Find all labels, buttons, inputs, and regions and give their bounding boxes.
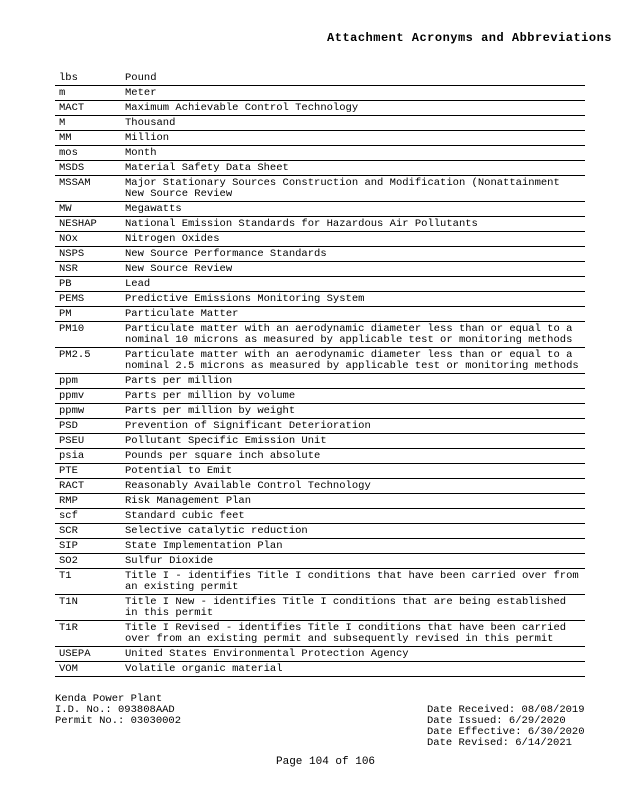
- abbreviation-definition: Pollutant Specific Emission Unit: [121, 434, 585, 449]
- page-number: Page 104 of 106: [276, 756, 376, 768]
- table-row: [55, 71, 585, 86]
- abbreviation-definition: Standard cubic feet: [121, 509, 585, 524]
- abbreviation-definition: Lead: [121, 277, 585, 292]
- date-effective: Date Effective: 6/30/2020: [427, 726, 585, 738]
- table-row: [55, 176, 585, 202]
- abbreviation-definition: Selective catalytic reduction: [121, 524, 585, 539]
- abbreviation-definition: Pound: [121, 71, 585, 86]
- abbreviation-term: SIP: [55, 539, 121, 554]
- table-row: [55, 524, 585, 539]
- abbreviation-term: NOx: [55, 232, 121, 247]
- abbreviation-definition: Month: [121, 146, 585, 161]
- abbreviation-term: PM: [55, 307, 121, 322]
- table-row: [55, 322, 585, 348]
- abbreviation-definition: Parts per million by volume: [121, 389, 585, 404]
- abbreviation-definition: Title I - identifies Title I conditions that have been carried over from an existing permit: [121, 569, 585, 595]
- abbreviation-definition: New Source Review: [121, 262, 585, 277]
- abbreviation-term: SO2: [55, 554, 121, 569]
- abbreviation-term: m: [55, 86, 121, 101]
- abbreviation-definition: Reasonably Available Control Technology: [121, 479, 585, 494]
- date-received: Date Received: 08/08/2019: [427, 704, 585, 716]
- abbreviation-definition: Risk Management Plan: [121, 494, 585, 509]
- table-row: [55, 161, 585, 176]
- abbreviation-term: NSR: [55, 262, 121, 277]
- table-row: [55, 202, 585, 217]
- abbreviation-term: PSD: [55, 419, 121, 434]
- table-row: [55, 277, 585, 292]
- abbreviation-definition: Title I Revised - identifies Title I conditions that have been carried over from an existing permit and subsequently revised in this permit: [121, 621, 585, 647]
- abbreviation-term: lbs: [55, 71, 121, 86]
- date-issued: Date Issued: 6/29/2020: [427, 715, 566, 727]
- table-row: [55, 146, 585, 161]
- facility-name: Kenda Power Plant: [55, 693, 163, 705]
- table-row: [55, 434, 585, 449]
- abbreviation-definition: Parts per million: [121, 374, 585, 389]
- table-row: [55, 662, 585, 677]
- table-row: [55, 217, 585, 232]
- abbreviation-definition: Million: [121, 131, 585, 146]
- abbreviation-definition: Particulate matter with an aerodynamic diameter less than or equal to a nominal 10 microns as measured by applicable test or monitoring methods: [121, 322, 585, 348]
- table-row: [55, 569, 585, 595]
- abbreviation-definition: Material Safety Data Sheet: [121, 161, 585, 176]
- abbreviations-table: [55, 71, 585, 677]
- abbreviation-definition: Particulate Matter: [121, 307, 585, 322]
- abbreviation-definition: Predictive Emissions Monitoring System: [121, 292, 585, 307]
- abbreviation-definition: Pounds per square inch absolute: [121, 449, 585, 464]
- abbreviation-term: MSSAM: [55, 176, 121, 202]
- abbreviation-term: T1R: [55, 621, 121, 647]
- table-row: [55, 101, 585, 116]
- abbreviation-definition: Parts per million by weight: [121, 404, 585, 419]
- table-row: [55, 262, 585, 277]
- abbreviation-definition: State Implementation Plan: [121, 539, 585, 554]
- table-row: [55, 479, 585, 494]
- id-number: I.D. No.: 093808AAD: [55, 704, 175, 716]
- abbreviation-definition: Megawatts: [121, 202, 585, 217]
- abbreviation-definition: National Emission Standards for Hazardous Air Pollutants: [121, 217, 585, 232]
- table-row: [55, 389, 585, 404]
- abbreviation-term: PM2.5: [55, 348, 121, 374]
- abbreviation-term: PSEU: [55, 434, 121, 449]
- table-row: [55, 348, 585, 374]
- table-row: [55, 464, 585, 479]
- abbreviation-term: scf: [55, 509, 121, 524]
- abbreviation-term: ppmv: [55, 389, 121, 404]
- abbreviation-definition: Potential to Emit: [121, 464, 585, 479]
- table-row: [55, 539, 585, 554]
- abbreviation-definition: Sulfur Dioxide: [121, 554, 585, 569]
- abbreviation-definition: Volatile organic material: [121, 662, 585, 677]
- abbreviation-term: T1N: [55, 595, 121, 621]
- abbreviation-definition: Title I New - identifies Title I conditions that are being established in this permit: [121, 595, 585, 621]
- abbreviation-definition: Meter: [121, 86, 585, 101]
- table-row: [55, 307, 585, 322]
- abbreviation-term: NESHAP: [55, 217, 121, 232]
- table-row: [55, 131, 585, 146]
- page-header-title: Attachment Acronyms and Abbreviations: [327, 31, 612, 45]
- abbreviation-term: RACT: [55, 479, 121, 494]
- table-row: [55, 621, 585, 647]
- table-row: [55, 292, 585, 307]
- abbreviation-definition: New Source Performance Standards: [121, 247, 585, 262]
- abbreviation-term: psia: [55, 449, 121, 464]
- date-revised: Date Revised: 6/14/2021: [427, 737, 572, 749]
- abbreviation-term: USEPA: [55, 647, 121, 662]
- table-row: [55, 449, 585, 464]
- abbreviation-definition: Prevention of Significant Deterioration: [121, 419, 585, 434]
- permit-dates: [427, 705, 585, 749]
- table-row: [55, 247, 585, 262]
- abbreviation-term: RMP: [55, 494, 121, 509]
- table-row: [55, 419, 585, 434]
- abbreviation-term: ppm: [55, 374, 121, 389]
- abbreviation-term: VOM: [55, 662, 121, 677]
- table-row: [55, 595, 585, 621]
- abbreviation-term: MSDS: [55, 161, 121, 176]
- table-row: [55, 509, 585, 524]
- table-row: [55, 554, 585, 569]
- table-row: [55, 116, 585, 131]
- permit-number: Permit No.: 03030002: [55, 715, 182, 727]
- abbreviation-term: mos: [55, 146, 121, 161]
- abbreviation-definition: United States Environmental Protection Agency: [121, 647, 585, 662]
- abbreviation-definition: Maximum Achievable Control Technology: [121, 101, 585, 116]
- abbreviation-term: ppmw: [55, 404, 121, 419]
- abbreviation-definition: Thousand: [121, 116, 585, 131]
- abbreviation-definition: Particulate matter with an aerodynamic diameter less than or equal to a nominal 2.5 microns as measured by applicable test or monitoring methods: [121, 348, 585, 374]
- table-row: [55, 647, 585, 662]
- table-row: [55, 404, 585, 419]
- abbreviation-term: PEMS: [55, 292, 121, 307]
- table-row: [55, 86, 585, 101]
- abbreviation-term: M: [55, 116, 121, 131]
- table-row: [55, 232, 585, 247]
- table-row: [55, 374, 585, 389]
- abbreviation-term: SCR: [55, 524, 121, 539]
- abbreviation-term: NSPS: [55, 247, 121, 262]
- facility-info: [55, 694, 181, 727]
- abbreviation-term: T1: [55, 569, 121, 595]
- abbreviations-table-body: [55, 71, 585, 677]
- abbreviation-definition: Nitrogen Oxides: [121, 232, 585, 247]
- table-row: [55, 494, 585, 509]
- abbreviation-term: PB: [55, 277, 121, 292]
- abbreviation-term: MW: [55, 202, 121, 217]
- abbreviation-term: PM10: [55, 322, 121, 348]
- abbreviation-term: PTE: [55, 464, 121, 479]
- abbreviation-term: MM: [55, 131, 121, 146]
- abbreviation-definition: Major Stationary Sources Construction and Modification (Nonattainment New Source Review: [121, 176, 585, 202]
- abbreviation-term: MACT: [55, 101, 121, 116]
